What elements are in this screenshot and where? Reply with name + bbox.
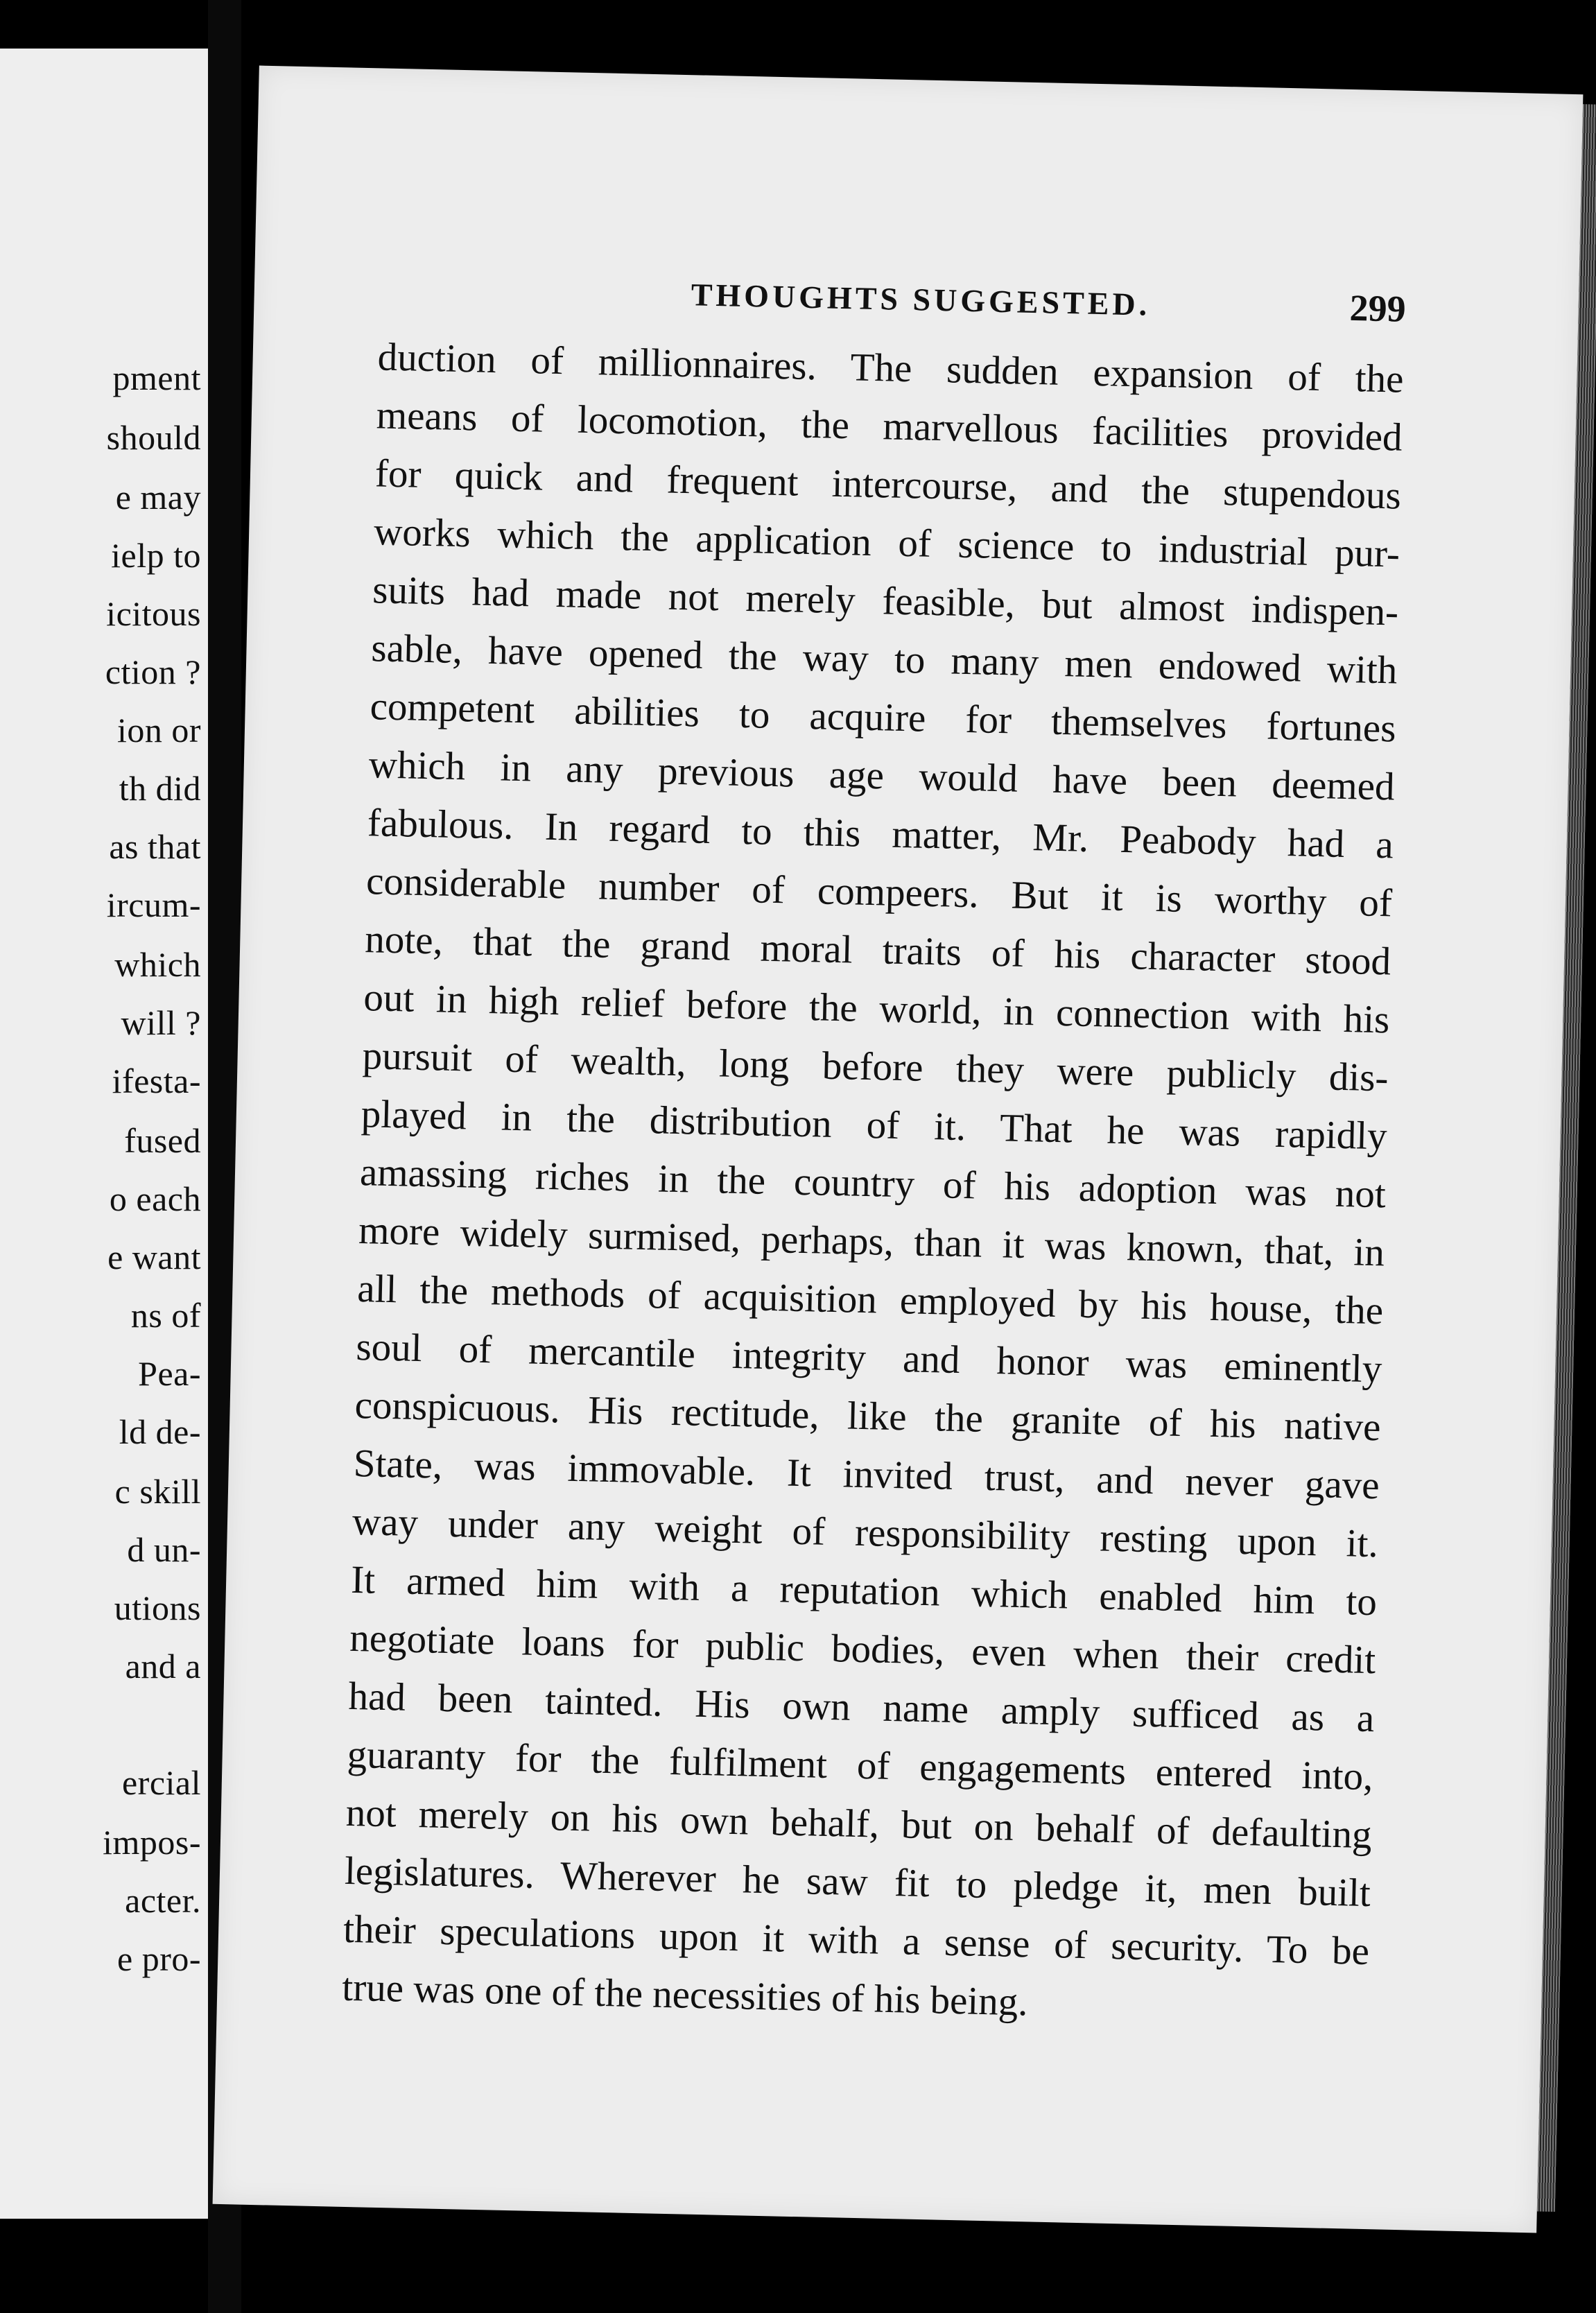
left-page-line: will ? (121, 1003, 201, 1042)
text-line: out in high relief before the world, in connection with his (363, 976, 1390, 1042)
text-line: works which the application of science to industrial pur- (373, 510, 1400, 576)
book-page (213, 66, 1584, 2233)
text-line: pursuit of wealth, long before they were publicly dis- (362, 1034, 1389, 1100)
text-line: had been tainted. His own name amply sufficed as a (347, 1674, 1375, 1741)
page-number: 299 (1348, 286, 1407, 330)
text-line: conspicuous. His rectitude, like the granite of his native (354, 1383, 1382, 1450)
left-page-line: impos- (103, 1823, 201, 1862)
text-line: their speculations upon it with a sense of security. To be (342, 1907, 1370, 1974)
running-head: THOUGHTS SUGGESTED. (691, 277, 1151, 322)
left-page-line: fused (124, 1121, 201, 1160)
left-page-line: e pro- (117, 1939, 201, 1978)
text-line: guaranty for the fulfilment of engagements entered into, (347, 1732, 1374, 1799)
text-line: all the methods of acquisition employed by his house, the (356, 1267, 1384, 1333)
text-line: suits had made not merely feasible, but almost indispen- (372, 568, 1399, 634)
text-line: which in any previous age would have been deemed (368, 743, 1396, 809)
text-line: fabulous. In regard to this matter, Mr. Peabody had a (367, 801, 1394, 867)
left-page-line: ircum- (106, 885, 201, 924)
text-line: State, was immovable. It invited trust, and never gave (353, 1441, 1380, 1508)
left-page-line: o each (109, 1179, 201, 1218)
text-line: considerable number of compeers. But it is worthy of (365, 859, 1393, 926)
text-line: negotiate loans for public bodies, even when their credit (349, 1615, 1376, 1683)
text-line: sable, have opened the way to many men endowed with (370, 626, 1398, 693)
left-page-line: ielp to (111, 536, 201, 575)
left-page-line: e may (115, 478, 201, 517)
left-page-line: and a (125, 1647, 201, 1686)
left-page-line: pment (112, 358, 201, 397)
left-page-line: ercial (121, 1763, 201, 1802)
text-line: amassing riches in the country of his adoption was not (359, 1150, 1387, 1217)
text-line: way under any weight of responsibility resting upon it. (352, 1499, 1379, 1566)
left-page-line: as that (109, 827, 201, 866)
text-line: true was one of the necessities of his being. (341, 1965, 1029, 2025)
left-page-line: ld de- (119, 1412, 201, 1451)
left-page-line: d un- (127, 1530, 201, 1569)
left-page-line: ns of (130, 1296, 201, 1335)
text-line: legislatures. Wherever he saw fit to pledge it, men built (344, 1848, 1371, 1916)
text-line: played in the distribution of it. That he was rapidly (361, 1092, 1388, 1159)
left-page-line: acter. (125, 1881, 201, 1920)
text-line: It armed him with a reputation which enabled him to (350, 1557, 1378, 1625)
text-line: soul of mercantile integrity and honor was eminently (355, 1325, 1382, 1392)
text-line: more widely surmised, perhaps, than it was known, that, in (358, 1209, 1385, 1275)
left-page-line: ction ? (105, 652, 201, 691)
left-page-line: utions (114, 1588, 201, 1627)
left-page-line: ifesta- (112, 1062, 201, 1100)
text-line: competent abilities to acquire for themselves fortunes (370, 684, 1397, 751)
left-page-line: Pea- (138, 1354, 201, 1393)
left-page-line: which (114, 945, 201, 984)
text-line: not merely on his own behalf, but on behalf of defaulting (345, 1790, 1373, 1857)
left-page-line: ion or (116, 711, 201, 750)
left-page-line: e want (107, 1238, 201, 1276)
left-page-line: should (106, 418, 201, 457)
left-page-line: th did (119, 769, 201, 808)
text-line: note, that the grand moral traits of his character stood (364, 917, 1391, 984)
text-line: means of locomotion, the marvellous facilities provided (376, 393, 1403, 460)
left-page-line: c skill (114, 1472, 201, 1511)
text-line: for quick and frequent intercourse, and the stupendous (374, 451, 1402, 518)
text-line: duction of millionnaires. The sudden expansion of the (377, 335, 1405, 401)
previous-page-fragment (0, 49, 208, 2219)
left-page-line: icitous (106, 594, 201, 633)
